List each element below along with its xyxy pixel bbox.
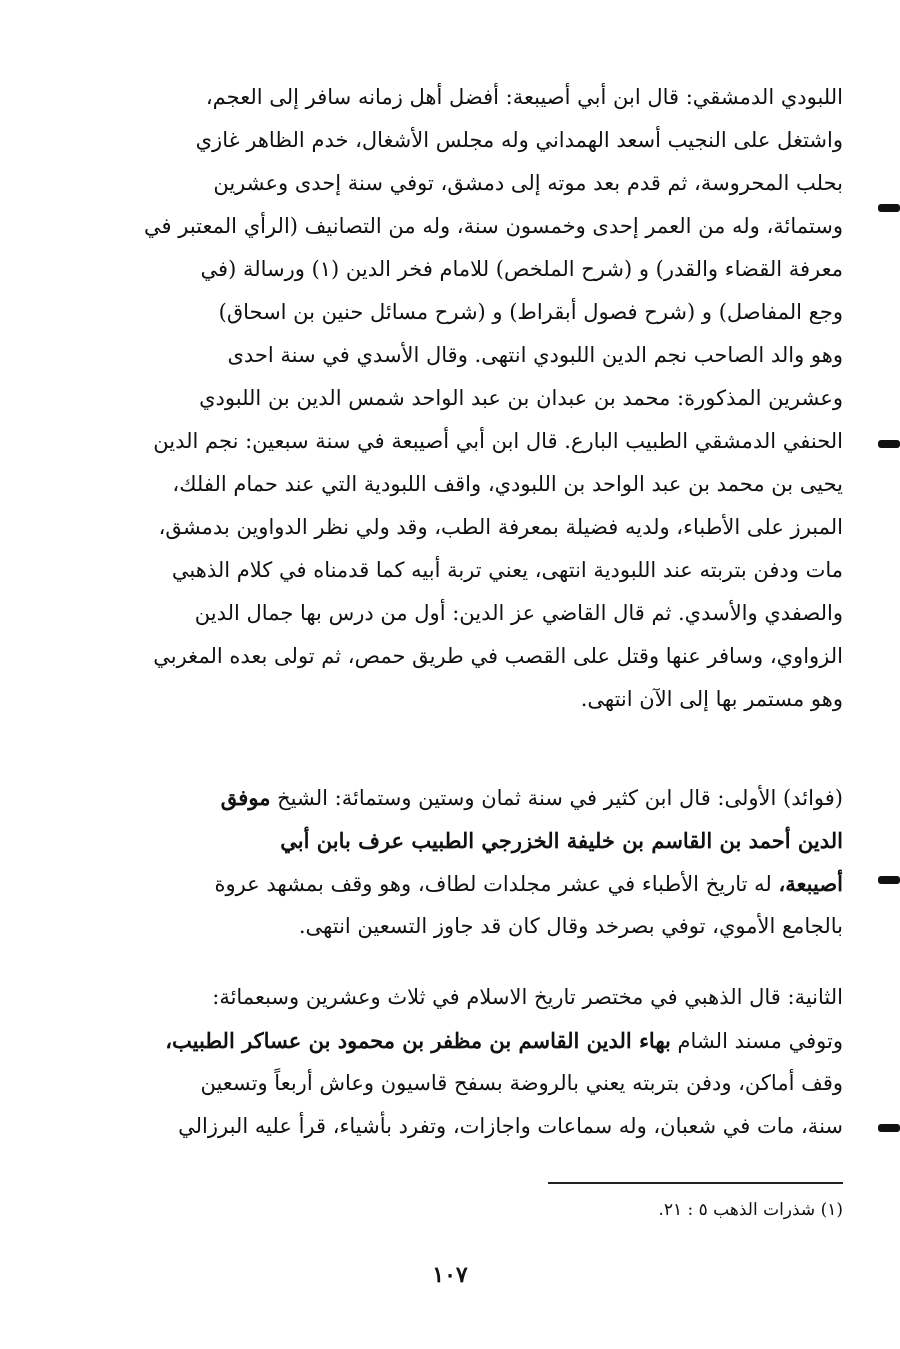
text-line: وستمائة، وله من العمر إحدى وخمسون سنة، وله من التصانيف (الرأي المعتبر في: [144, 214, 843, 238]
text-line: [128, 1019, 843, 1062]
text-line: وجع المفاصل) و (شرح فصول أبقراط) و (شرح مسائل حنين بن اسحاق): [218, 300, 843, 324]
text-line: سنة، مات في شعبان، وله سماعات واجازات، وتفرد بأشياء، قرأ عليه البرزالي: [178, 1114, 843, 1138]
text-line: الثانية: قال الذهبي في مختصر تاريخ الاسلام في ثلاث وعشرين وسبعمائة:: [212, 985, 843, 1009]
bold-name: موفق: [220, 785, 271, 810]
footnote: (١) شذرات الذهب ٥ : ٢١.: [658, 1200, 843, 1220]
line-text: وتوفي مسند الشام: [670, 1029, 843, 1053]
text-line: مات ودفن بتربته عند اللبودية انتهى، يعني تربة أبيه كما قدمناه في كلام الذهبي: [171, 558, 843, 582]
text-line: وهو والد الصاحب نجم الدين اللبودي انتهى. وقال الأسدي في سنة احدى: [227, 343, 843, 367]
margin-ink-mark: [878, 440, 900, 448]
text-line: والصفدي والأسدي. ثم قال القاضي عز الدين: أول من درس بها جمال الدين: [194, 601, 843, 625]
text-line: واشتغل على النجيب أسعد الهمداني وله مجلس الأشغال، خدم الظاهر غازي: [195, 128, 843, 152]
bold-name: بهاء الدين القاسم بن مظفر بن محمود بن عساكر الطبيب،: [165, 1028, 671, 1053]
text-line: [128, 776, 843, 819]
text-line: الحنفي الدمشقي الطبيب البارع. قال ابن أبي أصيبعة في سنة سبعين: نجم الدين: [153, 429, 843, 453]
text-line: المبرز على الأطباء، ولديه فضيلة بمعرفة الطب، وقد ولي نظر الدواوين بدمشق،: [158, 515, 843, 539]
paragraph-1: [128, 76, 843, 721]
text-line: معرفة القضاء والقدر) و (شرح الملخص) للامام فخر الدين (١) ورسالة (في: [200, 257, 843, 281]
text-line: يحيى بن محمد بن عبد الواحد بن اللبودي، واقف اللبودية التي عند حمام الفلك،: [172, 472, 843, 496]
text-line: بالجامع الأموي، توفي بصرخد وقال كان قد جاوز التسعين انتهى.: [298, 914, 843, 938]
text-line: [128, 862, 843, 905]
text-line: اللبودي الدمشقي: قال ابن أبي أصيبعة: أفضل أهل زمانه سافر إلى العجم،: [205, 85, 843, 109]
line-text: له تاريخ الأطباء في عشر مجلدات لطاف، وهو وقف بمشهد عروة: [214, 872, 779, 896]
margin-ink-mark: [878, 1124, 900, 1132]
bold-name-line: الدين أحمد بن القاسم بن خليفة الخزرجي الطبيب عرف بابن أبي: [280, 828, 843, 853]
line-text: (فوائد) الأولى: قال ابن كثير في سنة ثمان وستين وستمائة: الشيخ: [270, 786, 843, 810]
paragraph-second: [128, 976, 843, 1148]
text-line: وعشرين المذكورة: محمد بن عبدان بن عبد الواحد شمس الدين بن اللبودي: [199, 386, 843, 410]
text-line: وهو مستمر بها إلى الآن انتهى.: [580, 687, 843, 711]
margin-ink-mark: [878, 204, 900, 212]
text-line: وقف أماكن، ودفن بتربته يعني بالروضة بسفح قاسيون وعاش أربعاً وتسعين: [200, 1071, 843, 1095]
paragraph-fawaid-first: [128, 776, 843, 948]
bold-name: أصيبعة،: [778, 871, 843, 896]
page-number: ١٠٧: [432, 1262, 468, 1288]
text-line: الزواوي، وسافر عنها وقتل على القصب في طريق حمص، ثم تولى بعده المغربي: [153, 644, 843, 668]
footnote-separator: [548, 1182, 843, 1184]
text-line: بحلب المحروسة، ثم قدم بعد موته إلى دمشق، توفي سنة إحدى وعشرين: [213, 171, 843, 195]
margin-ink-mark: [878, 876, 900, 884]
